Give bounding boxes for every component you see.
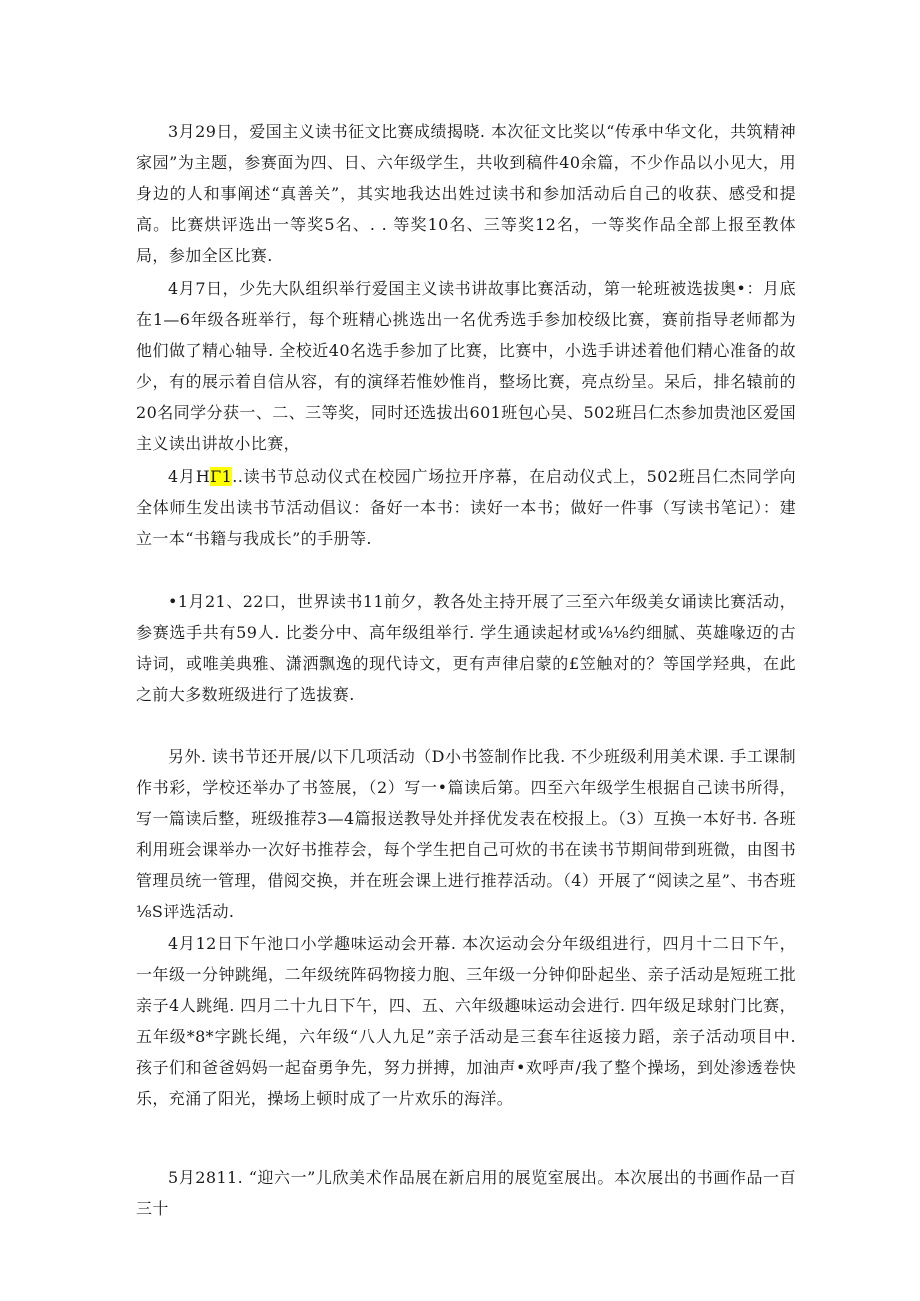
paragraph-essay-contest: 3月29日，爱国主义读书征文比赛成绩揭晓. 本次征文比奖以“传承中华文化，共筑精神家园”为主题，参赛面为四、日、六年级学生，共收到稿件40余篇，不少作品以小见大，用身边的人和事阐述“真善关”，其实地我达出姓过读书和参加活动后自己的收获、感受和提高。比赛烘评选出一等奖5名、. . 等奖10名、三等奖12名，一等奖作品全部上报至教体局，参加全区比赛. [136, 122, 796, 265]
highlighted-text: Γ1 [210, 467, 233, 486]
paragraph-sports-meet: 4月12日下午池口小学趣味运动会开幕. 本次运动会分年级组进行，四月十二日下午，一年级一分钟跳绳，二年级统阵码物接力胞、三年级一分钟仰卧起坐、亲子活动是短班工批亲子4人跳绳. 四月二十九日下午，四、五、六年级趣味运动会进行. 四年级足球射门比赛，五年级*8*字跳长绳，六年级“八人九足”亲子活动是三套车往返接力蹈，亲子活动项目中. 孩子们和爸爸妈妈一起奋勇争先，努力拼搏，加油声•欢呼声/我了整个操场，到处渗透卷快乐，充涌了阳光，操场上顿时成了一片欢乐的海洋。 [136, 934, 796, 1108]
paragraph-reading-festival-launch [136, 461, 796, 554]
paragraph-storytelling-contest: 4月7日，少先大队组织举行爱国主义读书讲故事比赛活动，第一轮班被选拔奥•：月底在1—6年级各班举行，每个班精心挑选出一名优秀选手参加校级比赛，赛前指导老师都为他们做了精心轴导. 全校近40名选手参加了比赛，比赛中，小选手讲述着他们精心准备的故少，有的展示着自信从容，有的演绎若惟妙惟肖，整场比赛，亮点纷呈。呆后，排名辕前的20名同学分获一、二、三等奖，同时还选拔出601班包心吴、502班吕仁杰参加贵池区爱国主义读出讲故小比赛， [136, 279, 796, 453]
paragraph-prefix: 4月H [168, 467, 211, 486]
paragraph-other-activities: 另外. 读书节还开展/以下几项活动（D小书签制作比我. 不少班级利用美术课. 手工课制作书彩，学校还举办了书签展，（2）写一•篇读后第。四至六年级学生根据自己读书所得，写一篇读后整，班级推荐3—4篇报送教导处并择优发表在校报上。（3）互换一本好书. 各班利用班会课举办一次好书推荐会，每个学生把自己可炊的书在读书节期间带到班微，由图书管理员统一管理，借阅交换，并在班会课上进行推荐活动。（4）开展了“阅读之星”、书杏班⅛S评选活动. [136, 747, 796, 921]
paragraph-recitation-contest: •1月21、22口，世界读书11前夕，教各处主持开展了三至六年级美女诵读比赛活动，参赛选手共有59人. 比娄分中、高年级组举行. 学生通读起材或⅛⅛约细腻、英雄喙迈的古诗词，或唯美典雅、潇洒飘逸的现代诗文，更有声律启蒙的£笠触对的？等国学羟典，在此之前大多数班级进行了选拔赛. [136, 592, 796, 704]
paragraph-art-exhibition: 5月2811. “迎六一”儿欣美术作品展在新启用的展览室展出。本次展出的书画作品一百三十 [136, 1168, 796, 1218]
paragraph-rest: ..读书节总动仪式在校园广场拉开序幕，在启动仪式上，502班吕仁杰同学向全体师生发出读书节活动倡议：备好一本书：读好一本书；做好一件事（写读书笔记）：建立一本“书籍与我成长”的手册等. [136, 467, 796, 548]
